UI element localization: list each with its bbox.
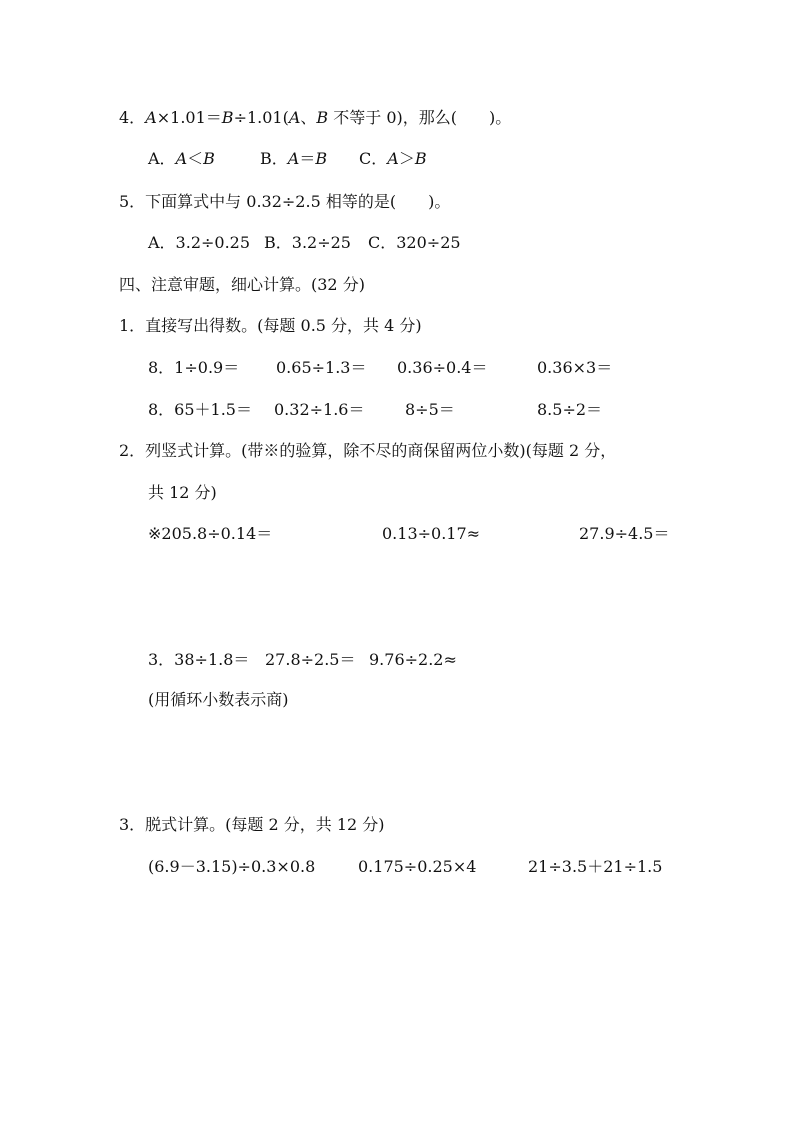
question-5-option-a: A．3.2÷0.25 xyxy=(148,233,251,252)
question-4-option-a xyxy=(148,149,215,169)
question-4-option-c xyxy=(359,149,427,169)
vertical-calc-item: 27.9÷4.5＝ xyxy=(579,524,670,543)
variable-a: A xyxy=(145,108,157,127)
variable-a: A xyxy=(288,108,301,127)
separator: 、 xyxy=(300,108,317,127)
part-3-title: 3．脱式计算。(每题 2 分，共 12 分) xyxy=(119,815,385,834)
question-4-option-b xyxy=(260,149,327,169)
relation: ＞ xyxy=(398,149,415,168)
question-5: 5．下面算式中与 0.32÷2.5 相等的是( )。 xyxy=(119,192,451,211)
calc-item: 0.32÷1.6＝ xyxy=(274,400,365,419)
step-calc-item: 0.175÷0.25×4 xyxy=(358,857,477,876)
variable-b: B xyxy=(316,108,329,127)
repeating-calc-item: 3．38÷1.8＝ xyxy=(148,650,250,669)
step-calc-item: 21÷3.5＋21÷1.5 xyxy=(528,857,663,876)
calc-item: 8．1÷0.9＝ xyxy=(148,358,240,377)
relation: ＜ xyxy=(187,149,204,168)
question-4 xyxy=(119,108,511,128)
expression-part: ÷1.01( xyxy=(233,108,289,127)
question-number: 4． xyxy=(119,108,146,127)
variable-b: B xyxy=(414,149,427,168)
variable-b: B xyxy=(203,149,215,168)
expression-part: ×1.01＝ xyxy=(156,108,222,127)
section-title: 四、注意审题，细心计算。(32 分) xyxy=(119,275,365,294)
question-5-option-b: B．3.2÷25 xyxy=(264,233,351,252)
part-2-title: 2．列竖式计算。(带※的验算，除不尽的商保留两位小数)(每题 2 分， xyxy=(119,441,617,460)
variable-b: B xyxy=(221,108,234,127)
calc-item: 0.65÷1.3＝ xyxy=(276,358,367,377)
option-label: C． xyxy=(359,149,388,168)
calc-item: 8．65＋1.5＝ xyxy=(148,400,252,419)
calc-item: 8.5÷2＝ xyxy=(537,400,603,419)
variable-a: A xyxy=(175,149,188,168)
calc-item: 0.36÷0.4＝ xyxy=(397,358,488,377)
variable-a: A xyxy=(287,149,300,168)
repeating-calc-item: 27.8÷2.5＝ xyxy=(265,650,356,669)
repeating-calc-item: 9.76÷2.2≈ xyxy=(369,650,457,669)
vertical-calc-item: ※205.8÷0.14＝ xyxy=(148,524,273,543)
repeating-note: (用循环小数表示商) xyxy=(148,690,289,709)
calc-item: 0.36×3＝ xyxy=(537,358,613,377)
variable-a: A xyxy=(387,149,399,168)
question-text: 不等于 0)，那么( )。 xyxy=(328,108,512,127)
variable-b: B xyxy=(315,149,328,168)
vertical-calc-item: 0.13÷0.17≈ xyxy=(382,524,481,543)
part-2-title-continued: 共 12 分) xyxy=(148,483,217,502)
part-1-title: 1．直接写出得数。(每题 0.5 分，共 4 分) xyxy=(119,316,422,335)
question-5-option-c: C．320÷25 xyxy=(368,233,461,252)
option-label: B． xyxy=(260,149,288,168)
option-label: A． xyxy=(148,149,176,168)
relation: ＝ xyxy=(299,149,316,168)
calc-item: 8÷5＝ xyxy=(405,400,455,419)
step-calc-item: (6.9－3.15)÷0.3×0.8 xyxy=(148,857,316,876)
